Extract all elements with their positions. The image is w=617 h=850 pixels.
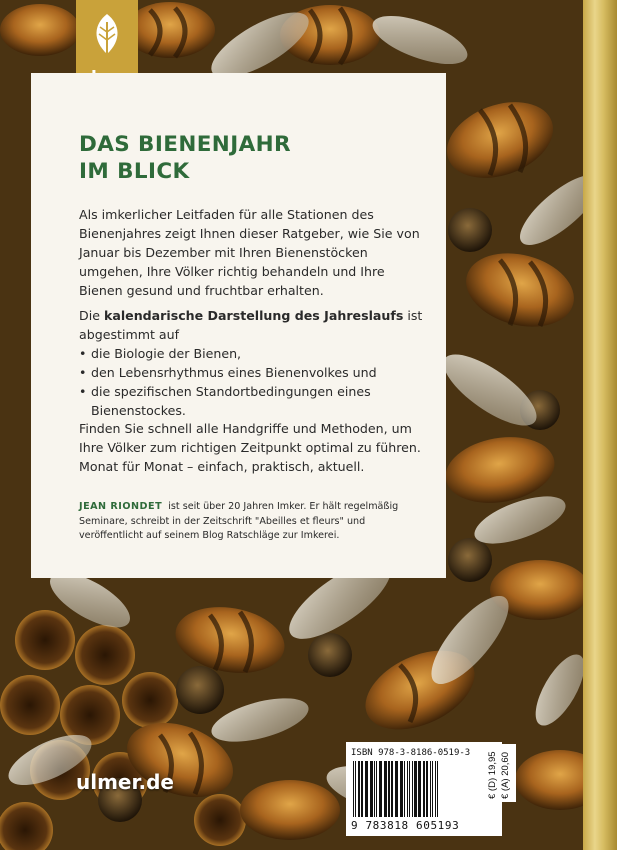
barcode-icon bbox=[351, 761, 483, 819]
calendar-lead bbox=[79, 306, 424, 344]
calendar-section bbox=[79, 306, 424, 420]
author-bio bbox=[79, 500, 419, 544]
barcode-number: 9 783818 605193 bbox=[351, 819, 460, 832]
price-label bbox=[486, 744, 516, 802]
spine-edge bbox=[583, 0, 617, 850]
price-austria: € (A) 20,60 bbox=[500, 752, 511, 799]
author-name: JEAN RIONDET bbox=[79, 501, 163, 512]
book-title bbox=[79, 131, 419, 185]
list-item: • die Biologie der Bienen, bbox=[79, 344, 424, 363]
list-item: • den Lebensrhythmus eines Bienenvolkes und bbox=[79, 363, 424, 382]
author-bio-text: ist seit über 20 Jahren Imker. Er hält regelmäßig Seminare, schreibt in der Zeitschrift "Abeilles et fleurs" und veröffentlicht auf seinem Blog Ratschläge zur Imkerei. bbox=[79, 501, 399, 541]
list-item: • die spezifischen Standortbedingungen eines Bienenstockes. bbox=[79, 382, 424, 420]
book-title-line-1: DAS BIENENJAHR bbox=[79, 132, 291, 157]
closing-section bbox=[79, 419, 424, 476]
publisher-website: ulmer.de bbox=[76, 770, 174, 794]
calendar-bullet-list bbox=[79, 344, 424, 420]
book-title-line-2: IM BLICK bbox=[79, 159, 190, 184]
price-germany: € (D) 19,95 bbox=[487, 751, 498, 799]
isbn-number: ISBN 978-3-8186-0519-3 bbox=[351, 748, 471, 758]
calendar-rest: ist abgestimmt auf bbox=[79, 308, 423, 342]
closing-line-2: Monat für Monat – einfach, praktisch, aktuell. bbox=[79, 459, 365, 474]
closing-line-1: Finden Sie schnell alle Handgriffe und Methoden, um Ihre Völker zum richtigen Zeitpunkt optimal zu führen. bbox=[79, 421, 421, 455]
calendar-lead-word: Die bbox=[79, 308, 100, 323]
intro-paragraph: Als imkerlicher Leitfaden für alle Stationen des Bienenjahres zeigt Ihnen dieser Ratgeber, wie Sie von Januar bis Dezember mit Ihren Bienenstöcken umgehen, Ihre Völker richtig behandeln und Ihre Bienen gesund und fruchtbar erhalten. bbox=[79, 207, 420, 298]
calendar-emphasis: kalendarische Darstellung des Jahreslaufs bbox=[103, 308, 404, 323]
